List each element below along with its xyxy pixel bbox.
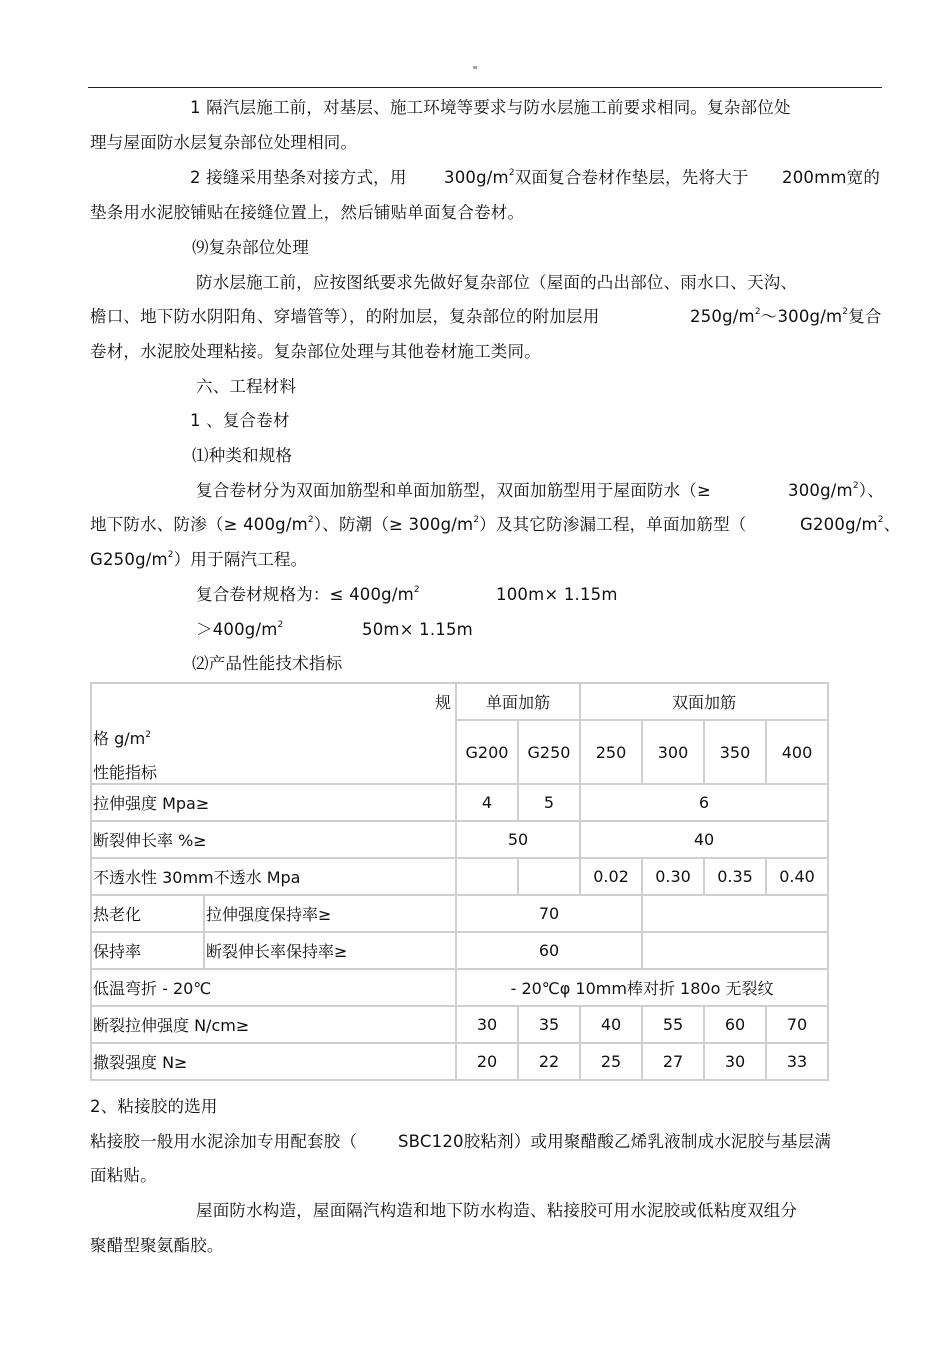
table-cell: 5 [518,784,580,821]
text-line: 理与屋面防水层复杂部位处理相同。 [90,133,358,152]
text-line: 聚醋型聚氨酯胶。 [90,1236,224,1255]
row-label: 撒裂强度 N≥ [91,1043,456,1080]
table-cell: 35 [518,1006,580,1043]
text-line: 防水层施工前，应按图纸要求先做好复杂部位（屋面的凸出部位、雨水口、天沟、 [196,273,798,292]
table-cell: 0.40 [766,858,828,895]
table-cell: 55 [642,1006,704,1043]
text-line: 复合卷材分为双面加筋型和单面加筋型，双面加筋型用于屋面防水（≥ [196,481,712,500]
col-header: 400 [766,720,828,784]
text-line: 屋面防水构造，屋面隔汽构造和地下防水构造、粘接胶可用水泥胶或低粘度双组分 [196,1201,798,1220]
table-cell: 20 [456,1043,518,1080]
text-line: $300g/m^2$双面复合卷材作垫层，先将大于 [444,168,749,187]
page-header-mark: " [472,64,478,77]
subheading: ⑵产品性能技术指标 [192,654,343,673]
row-label: 拉伸强度 Mpa≥ [91,784,456,821]
corner-bottom-label: 性能指标 [93,763,158,782]
subheading: ⑼复杂部位处理 [192,238,309,257]
row-sublabel: 拉伸强度保持率≥ [204,895,456,932]
header-rule [88,87,882,88]
table-cell: 70 [766,1006,828,1043]
table-cell: 50 [456,821,580,858]
col-header: 350 [704,720,766,784]
table-cell: 30 [704,1043,766,1080]
section-heading: 六、工程材料 [196,377,297,396]
table-cell: 25 [580,1043,642,1080]
table-cell: 22 [518,1043,580,1080]
text-line: 1 隔汽层施工前，对基层、施工环境等要求与防水层施工前要求相同。复杂部位处 [190,98,791,117]
text-line: 檐口、地下防水阴阳角、穿墙管等），的附加层，复杂部位的附加层用 [90,307,600,326]
table-cell: 0.02 [580,858,642,895]
text-line: $300g/m^2$）、 [788,481,884,500]
text-line: 卷材，水泥胶处理粘接。复杂部位处理与其他卷材施工类同。 [90,342,541,361]
row-label: 断裂拉伸强度 N/cm≥ [91,1006,456,1043]
corner-top-label: 规 [434,693,451,712]
table-cell-empty [518,858,580,895]
table-cell: 33 [766,1043,828,1080]
col-header: 300 [642,720,704,784]
col-header: 250 [580,720,642,784]
row-label: 低温弯折 - 20℃ [91,969,456,1006]
text-line: 100m× 1.15m [496,585,618,604]
table-cell: 6 [580,784,828,821]
text-line: 垫条用水泥胶铺贴在接缝位置上，然后铺贴单面复合卷材。 [90,203,525,222]
text-line: 50m× 1.15m [362,620,473,639]
table-cell: - 20℃φ 10mm棒对折 180o 无裂纹 [456,969,828,1006]
text-line: $G250g/m^2$）用于隔汽工程。 [90,550,308,569]
table-cell: 60 [704,1006,766,1043]
text-line: 200mm宽的 [782,168,881,187]
corner-mid-label: 格 $g/m^2$ [93,729,151,748]
text-line: 复合卷材规格为：≤ $400g/m^2$ [196,585,420,604]
row-label: 热老化 [91,895,204,932]
col-header: G200 [456,720,518,784]
text-line: 面粘贴。 [90,1166,157,1185]
table-cell: 0.35 [704,858,766,895]
table-cell-empty [456,858,518,895]
col-header: G250 [518,720,580,784]
text-line: SBC120胶粘剂）或用聚醋酸乙烯乳液制成水泥胶与基层满 [398,1132,832,1151]
table-cell: 40 [580,1006,642,1043]
text-line: 地下防水、防渗（≥ $400g/m^2$）、防潮（≥ $300g/m^2$）及其它防渗漏工程，单面加筋型（ [90,515,747,534]
row-label: 断裂伸长率 %≥ [91,821,456,858]
row-label: 不透水性 30mm不透水 Mpa [91,858,456,895]
text-line: 2 接缝采用垫条对接方式，用 [190,168,407,187]
header-double: 双面加筋 [580,683,828,720]
row-sublabel: 断裂伸长率保持率≥ [204,932,456,969]
table-cell: 0.30 [642,858,704,895]
section-heading: 1 、复合卷材 [190,411,290,430]
text-line: $>400g/m^2$ [196,620,284,639]
row-label: 保持率 [91,932,204,969]
text-line: $G200g/m^2$、 [800,515,901,534]
table-cell-empty [642,895,828,932]
table-cell: 70 [456,895,642,932]
table-cell: 60 [456,932,642,969]
table-cell: 30 [456,1006,518,1043]
text-line: 粘接胶一般用水泥涂加专用配套胶（ [90,1132,358,1151]
header-single: 单面加筋 [456,683,580,720]
table-cell: 4 [456,784,518,821]
performance-table [90,682,829,1081]
subheading: ⑴种类和规格 [192,446,293,465]
table-cell: 27 [642,1043,704,1080]
table-cell-empty [642,932,828,969]
table-corner-cell [91,683,456,784]
table-cell: 40 [580,821,828,858]
section-heading: 2、粘接胶的选用 [90,1097,218,1116]
text-line: $250g/m^2\sim 300g/m^2$复合 [690,307,882,326]
